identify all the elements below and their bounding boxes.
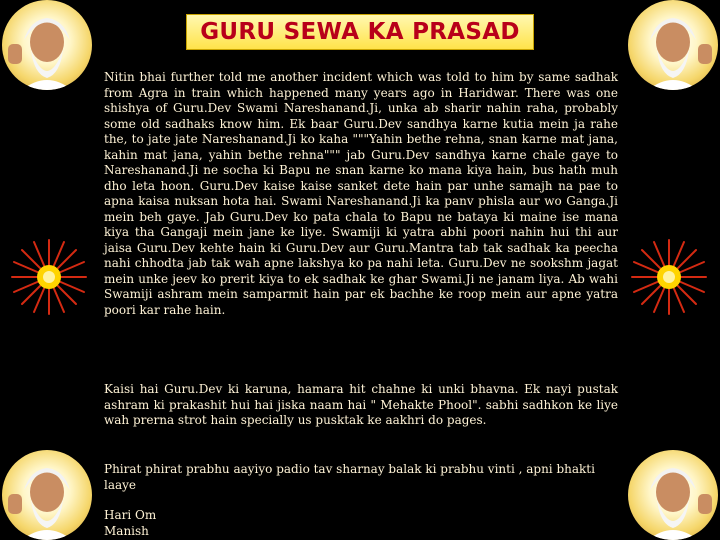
title-box xyxy=(186,14,534,50)
firework-burst-icon xyxy=(630,238,708,316)
page-title: GURU SEWA KA PRASAD xyxy=(200,19,520,45)
guru-portrait-icon xyxy=(2,0,92,90)
poem-paragraph: Phirat phirat prabhu aayiyo padio tav sharnay balak ki prabhu vinti , apni bhakti laaye xyxy=(104,462,595,492)
signoff-name: Manish xyxy=(104,523,149,538)
guru-portrait-icon xyxy=(628,450,718,540)
reflection-paragraph: Kaisi hai Guru.Dev ki karuna, hamara hit chahne ki unki bhavna. Ek nayi pustak ashram ki prakashit hui hai jiska naam hai " Mehakte Phool". sabhi sadhkon ke liye wah prerna strot hain specially us pusktak ke aakhri do pages. xyxy=(104,382,618,427)
story-paragraph: Nitin bhai further told me another incident which was told to him by same sadhak from Agra in train which happened many years ago in Haridwar. There was one shishya of Guru.Dev Swami Nareshanand.Ji, unka ab sharir nahin raha, probably some old sadhaks know him. Ek baar Guru.Dev sandhya karne kutia mein ja rahe the, to jate jate Nareshanand.Ji ko kaha """Yahin bethe rehna, snan karne mat jana, kahin mat jana, yahin bethe rehna""" jab Guru.Dev sandhya karne chale gaye to Nareshanand.Ji ne socha ki Bapu ne snan karne ko mana kiya hain, bus hath muh dho leta hoon. Guru.Dev kaise kaise sanket dete hain par unhe samajh na pae to apna kaisa nuksan hota hai. Swami Nareshanand.Ji ka panv phisla aur wo Ganga.Ji mein beh gaye. Jab Guru.Dev ko pata chala to Bapu ne bataya ki maine ise mana kiya tha Gangaji mein jane ke liye. Swamiji ki yatra abhi poori nahin hui thi aur jaisa Guru.Dev kehte hain ki Guru.Dev aur Guru.Mantra tab tak sadhak ka peecha nahi chhodta jab tak wah apne lakshya ko pa nahi leta. Guru.Dev ne sookshm jagat mein unke jeev ko prerit kiya to ek sadhak ke ghar Swami.Ji ne janam liya. Ab wahi Swamiji ashram mein samparmit hain par ek bachhe ke roop mein aur apne yatra poori kar rahe hain. xyxy=(104,70,618,317)
signoff-greeting: Hari Om xyxy=(104,508,157,522)
signoff xyxy=(104,508,618,539)
firework-burst-icon xyxy=(10,238,88,316)
guru-portrait-icon xyxy=(2,450,92,540)
guru-portrait-icon xyxy=(628,0,718,90)
